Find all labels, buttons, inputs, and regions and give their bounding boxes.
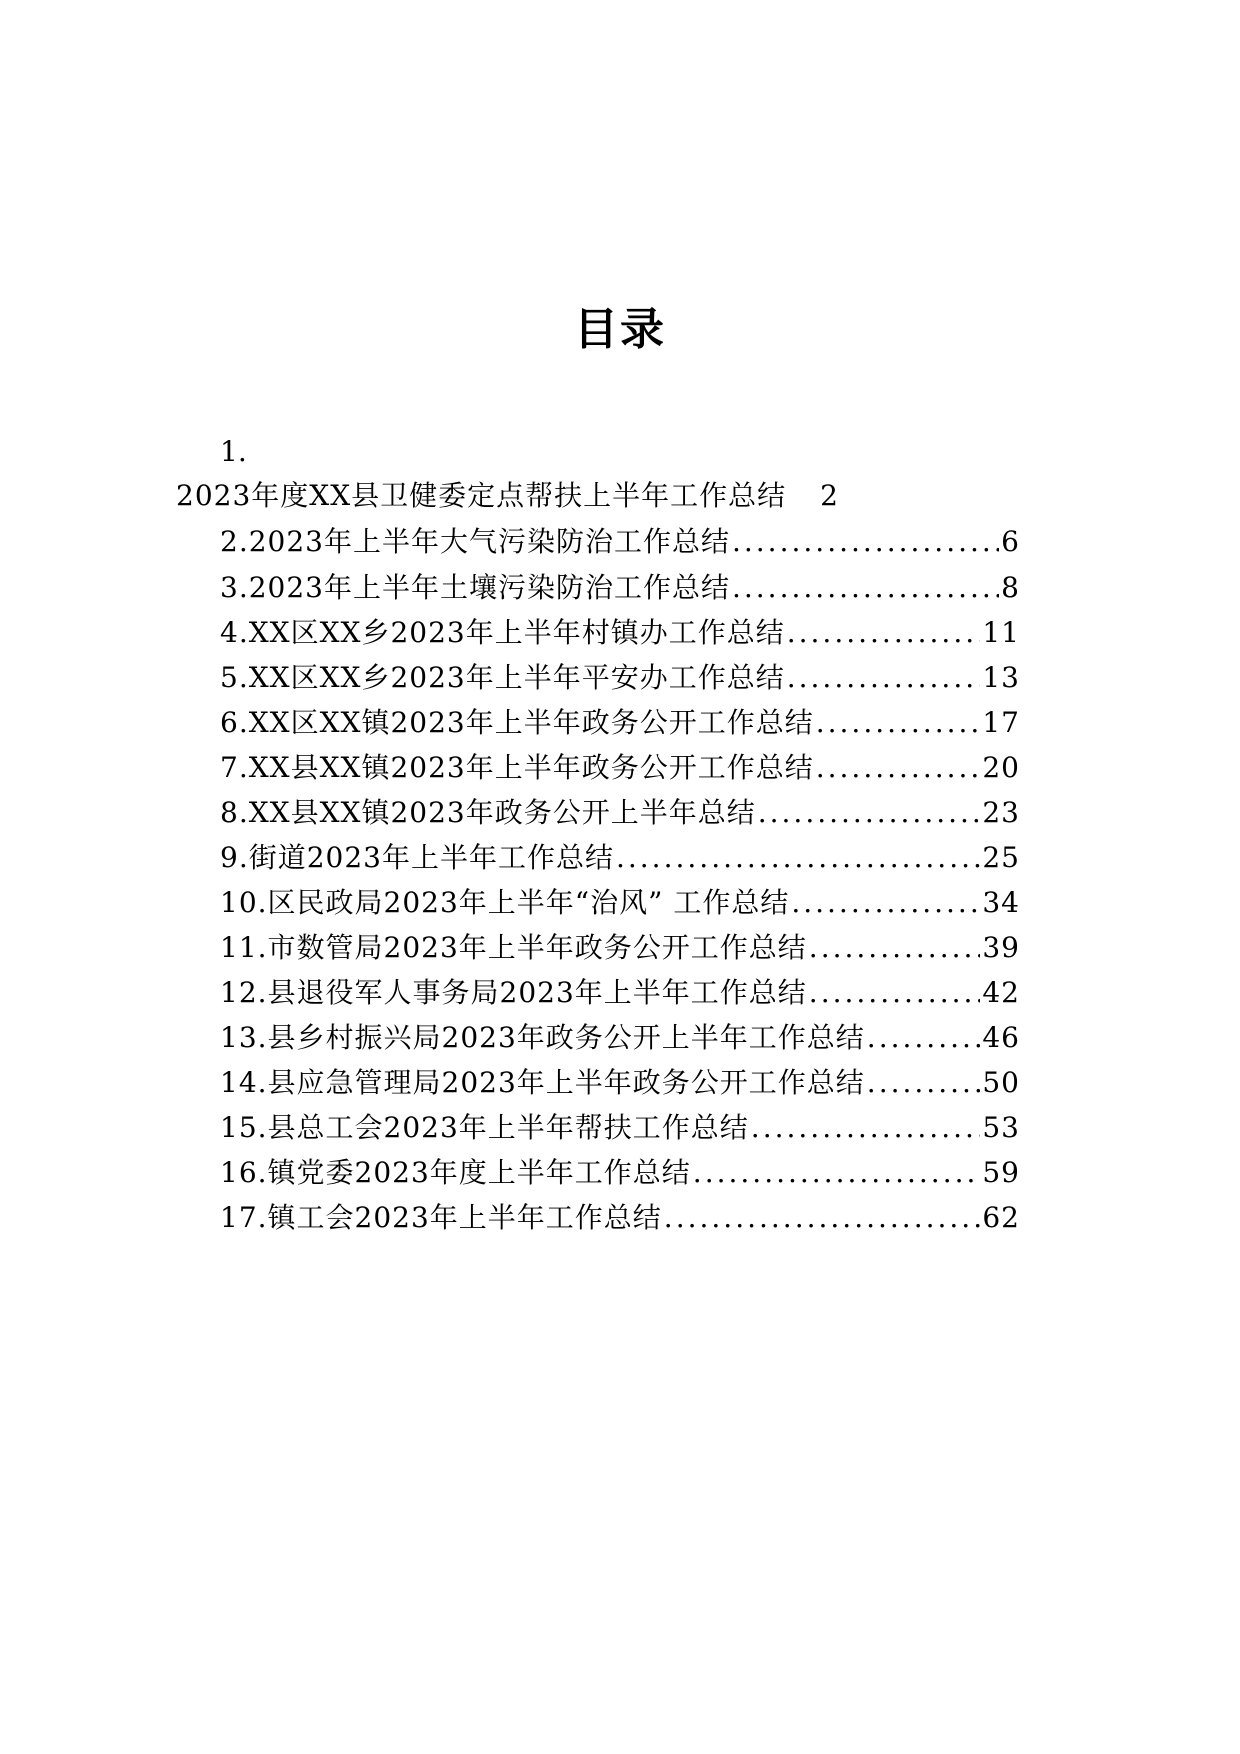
- toc-entry-page: 2: [820, 479, 839, 512]
- toc-entry-page: 34: [982, 886, 1020, 919]
- toc-entry-page: 20: [982, 751, 1020, 784]
- toc-entry-page: 8: [1001, 571, 1020, 604]
- dot-leader: [787, 658, 981, 698]
- toc-entry-text: 12.县退役军人事务局2023年上半年工作总结: [220, 976, 807, 1009]
- dot-leader: [791, 883, 980, 923]
- toc-entry-text: 5.XX区XX乡2023年上半年平安办工作总结: [220, 661, 785, 694]
- page-title: 目录: [574, 304, 666, 355]
- toc-entry-text: 8.XX县XX镇2023年政务公开上半年总结: [220, 796, 756, 829]
- toc-entry-text: 3.2023年上半年土壤污染防治工作总结: [220, 571, 730, 604]
- toc-entry-page: 23: [982, 796, 1020, 829]
- toc-entry-3[interactable]: [220, 568, 1020, 608]
- toc-entry-2[interactable]: [220, 522, 1020, 562]
- toc-entry-6[interactable]: [220, 703, 1020, 743]
- toc-entry-text: 14.县应急管理局2023年上半年政务公开工作总结: [220, 1066, 865, 1099]
- dot-leader: [809, 928, 981, 968]
- toc-entry-7[interactable]: [220, 748, 1020, 788]
- toc-entry-page: 46: [982, 1021, 1020, 1054]
- toc-entry-page: 25: [982, 841, 1020, 874]
- toc-entry-5[interactable]: [220, 658, 1020, 698]
- toc-entry-text: 10.区民政局2023年上半年“治风” 工作总结: [220, 886, 790, 919]
- toc-entry-page: 13: [982, 661, 1020, 694]
- toc-entry-text: 4.XX区XX乡2023年上半年村镇办工作总结: [220, 616, 785, 649]
- dot-leader: [816, 703, 981, 743]
- dot-leader: [758, 793, 981, 833]
- toc-entry-text: 15.县总工会2023年上半年帮扶工作总结: [220, 1111, 749, 1144]
- toc-entry-text: 6.XX区XX镇2023年上半年政务公开工作总结: [220, 706, 814, 739]
- dot-leader: [867, 1018, 981, 1058]
- toc-entry-text: 11.市数管局2023年上半年政务公开工作总结: [220, 931, 807, 964]
- toc-entry-text: 16.镇党委2023年度上半年工作总结: [220, 1156, 691, 1189]
- toc-entry-1-number: 1.: [220, 435, 247, 468]
- dot-leader: [732, 568, 999, 608]
- toc-entry-text: 9.街道2023年上半年工作总结: [220, 841, 614, 874]
- toc-entry-page: 62: [982, 1201, 1020, 1234]
- dot-leader: [751, 1108, 981, 1148]
- toc-entry-17[interactable]: [220, 1198, 1020, 1238]
- toc-entry-9[interactable]: [220, 838, 1020, 878]
- toc-entry-page: 39: [982, 931, 1020, 964]
- dot-leader: [616, 838, 980, 878]
- dot-leader: [809, 973, 981, 1013]
- toc-entry-page: 59: [982, 1156, 1020, 1189]
- toc-entry-text: 2.2023年上半年大气污染防治工作总结: [220, 525, 730, 558]
- toc-entry-16[interactable]: [220, 1153, 1020, 1193]
- dot-leader: [693, 1153, 981, 1193]
- toc-entry-page: 53: [982, 1111, 1020, 1144]
- toc-entry-page: 50: [982, 1066, 1020, 1099]
- toc-entry-4[interactable]: [220, 613, 1020, 653]
- dot-leader: [732, 522, 999, 562]
- dot-leader: [816, 748, 981, 788]
- toc-entry-14[interactable]: [220, 1063, 1020, 1103]
- toc-entry-page: 6: [1001, 525, 1020, 558]
- toc-entry-10[interactable]: [220, 883, 1020, 923]
- toc-entry-text: 17.镇工会2023年上半年工作总结: [220, 1201, 662, 1234]
- toc-entry-12[interactable]: [220, 973, 1020, 1013]
- dot-leader: [787, 613, 981, 653]
- toc-entry-15[interactable]: [220, 1108, 1020, 1148]
- toc-entry-page: 11: [982, 616, 1020, 649]
- toc-entry-8[interactable]: [220, 793, 1020, 833]
- toc-entry-page: 17: [982, 706, 1020, 739]
- toc-entry-text: 13.县乡村振兴局2023年政务公开上半年工作总结: [220, 1021, 865, 1054]
- toc-entry-page: 42: [982, 976, 1020, 1009]
- toc-entry-text: 2023年度XX县卫健委定点帮扶上半年工作总结: [176, 479, 787, 512]
- dot-leader: [867, 1063, 981, 1103]
- toc-entry-13[interactable]: [220, 1018, 1020, 1058]
- toc-entry-11[interactable]: [220, 928, 1020, 968]
- toc-entry-1[interactable]: [176, 476, 839, 516]
- dot-leader: [664, 1198, 981, 1238]
- toc-entry-text: 7.XX县XX镇2023年上半年政务公开工作总结: [220, 751, 814, 784]
